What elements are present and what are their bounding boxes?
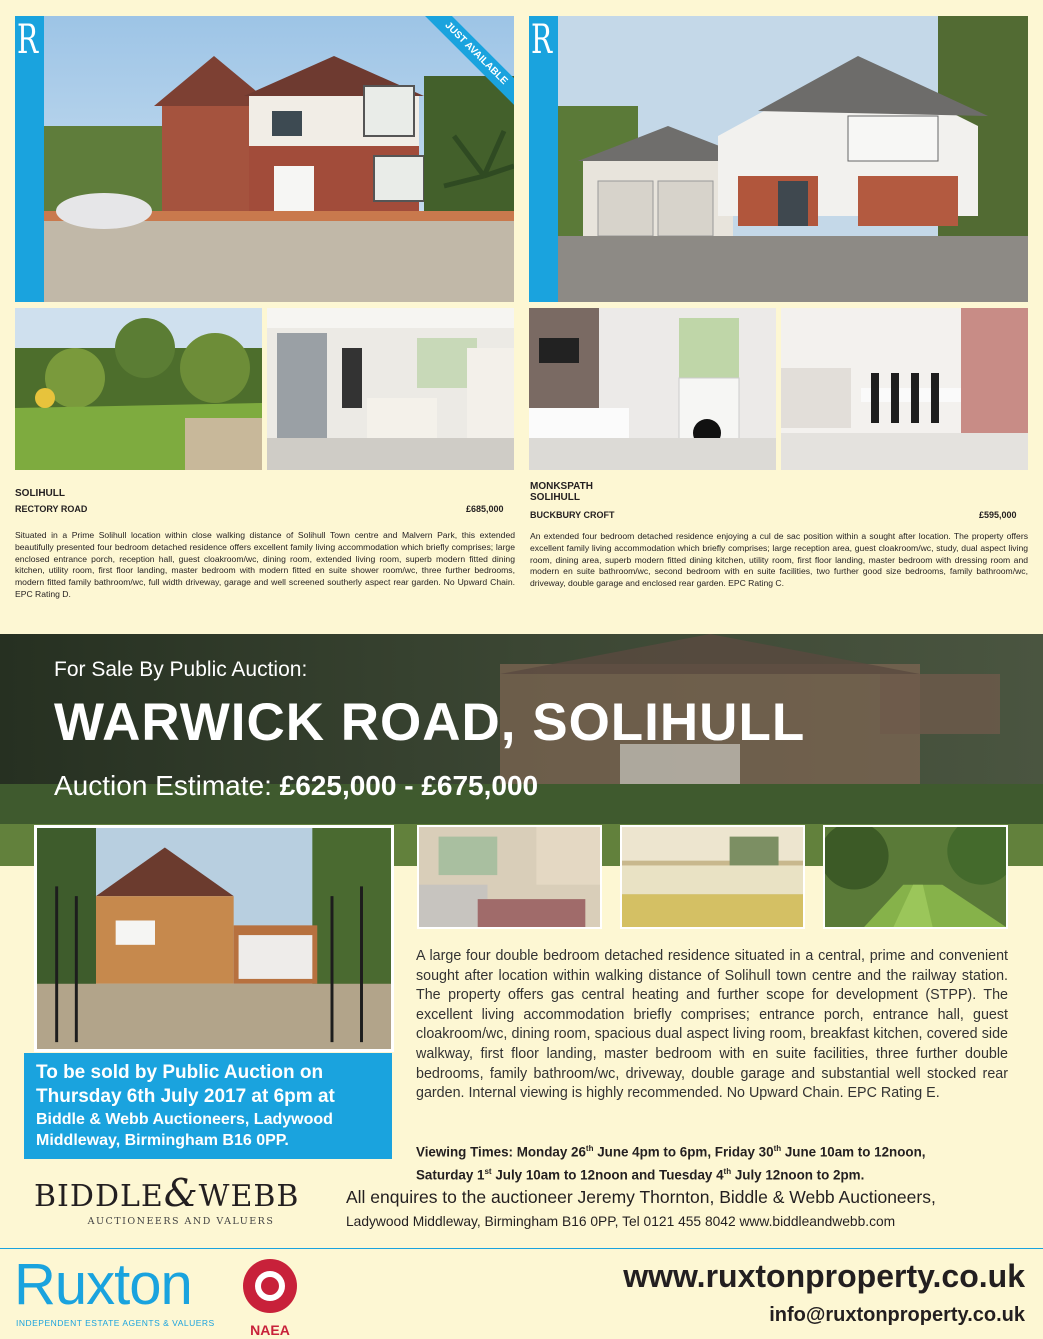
naea-label: NAEA (250, 1322, 290, 1338)
logo-webb: WEBB (198, 1179, 300, 1214)
listing2-street: BUCKBURY CROFT (530, 510, 615, 520)
badge-text: JUST AVAILABLE (413, 16, 514, 117)
listing1-description: Situated in a Prime Solihull location within close walking distance of Solihull Town centre and Malvern Park, this extended beautifully presented four bedroom detached residence offers excellent family living accommodation which briefly comprises; large enclosed entrance porch, reception hall, guest cloakroom/wc, dining room, extended living room, superb modern fitted dining kitchen, utility room, first floor landing, master bedroom with modern fitted en suite shower room/wc, three further bedrooms, modern fitted family bathroom/wc, full width driveway, garage and well screened southerly aspect rear garden. No Upward Chain. EPC Rating D. (15, 530, 515, 599)
listing2-town: SOLIHULL (530, 492, 580, 503)
logo-ampersand: & (163, 1171, 199, 1215)
auction-box-line1: To be sold by Public Auction on (36, 1062, 324, 1083)
ruxton-brand-logo: Ruxton (14, 1252, 192, 1317)
auction-box-line3: Biddle & Webb Auctioneers, Ladywood (36, 1111, 333, 1128)
ruxton-r-logo: R (17, 17, 39, 63)
warwick-road-lounge-photo (417, 825, 602, 929)
ruxton-r-logo: R (531, 17, 553, 63)
garden-photo-rectory-road (15, 308, 262, 470)
viewing-line1 (416, 1139, 1016, 1162)
auction-date-box (24, 1053, 392, 1159)
auction-box-line2: Thursday 6th July 2017 at 6pm at (36, 1086, 335, 1107)
viewing-sup: st (484, 1167, 492, 1177)
viewing-part: June 4pm to 6pm, Friday 30 (593, 1144, 774, 1160)
ruxton-brand-subtitle: INDEPENDENT ESTATE AGENTS & VALUERS (16, 1318, 215, 1328)
house-photo-buckbury-croft (558, 16, 1028, 302)
house-photo-rectory-road (44, 16, 514, 302)
ruxton-r-bar-1 (15, 16, 44, 302)
naea-seal-icon (240, 1257, 300, 1315)
biddle-webb-name (34, 1171, 328, 1215)
email-link[interactable]: info@ruxtonproperty.co.uk (769, 1304, 1025, 1326)
warwick-road-garden-photo (823, 825, 1008, 929)
footer-divider (0, 1248, 1043, 1249)
just-available-badge (404, 16, 514, 126)
viewing-sup: th (585, 1144, 594, 1153)
warwick-road-front-photo (34, 825, 394, 1052)
kitchen-photo-rectory-road (267, 308, 514, 470)
biddle-webb-logo (34, 1171, 328, 1232)
listing1-price: £685,000 (466, 504, 504, 514)
estimate-label: Auction Estimate: (54, 770, 272, 801)
living-room-photo-buckbury-croft (529, 308, 776, 470)
estimate-value: £625,000 - £675,000 (279, 770, 539, 801)
listing1-town: SOLIHULL (15, 488, 65, 499)
ruxton-r-bar-2 (529, 16, 558, 302)
enquiry-line1: All enquires to the auctioneer Jeremy Thornton, Biddle & Webb Auctioneers, (346, 1187, 936, 1207)
viewing-times (416, 1139, 1016, 1186)
listing2-price: £595,000 (979, 510, 1017, 520)
viewing-part: July 12noon to 2pm. (731, 1167, 865, 1183)
listing1-street: RECTORY ROAD (15, 504, 88, 514)
dining-photo-buckbury-croft (781, 308, 1028, 470)
logo-biddle: BIDDLE (34, 1179, 164, 1214)
viewing-sup: th (723, 1167, 732, 1177)
viewing-part: July 10am to 12noon and Tuesday 4 (491, 1167, 724, 1183)
biddle-webb-subtitle: AUCTIONEERS AND VALUERS (87, 1216, 275, 1227)
viewing-part: Saturday 1 (416, 1167, 485, 1183)
auction-pretitle: For Sale By Public Auction: (54, 658, 308, 681)
enquiry-line2: Ladywood Middleway, Birmingham B16 0PP, Tel 0121 455 8042 www.biddleandwebb.com (346, 1214, 896, 1229)
listing2-description: An extended four bedroom detached residence enjoying a cul de sac position within a sought after location. The property offers excellent family living accommodation which briefly comprises; large reception area, guest cloakroom/wc, study, dual aspect living room, dining area, superb modern fitted dining kitchen, utility room, first floor landing, master bedroom with dressing room and modern en suite bathroom/wc, second bedroom with en suite facilities, two further good size bedrooms, family bathroom/wc, driveway, double garage and enclosed rear garden. EPC Rating C. (530, 531, 1028, 589)
viewing-part: Viewing Times: Monday 26 (416, 1144, 586, 1160)
listing2-area: MONKSPATH (530, 481, 593, 492)
website-link[interactable]: www.ruxtonproperty.co.uk (623, 1258, 1025, 1294)
auction-description: A large four double bedroom detached residence situated in a central, prime and convenient sought after location within walking distance of Solihull town centre and the railway station. The property offers gas central heating and further scope for development (STPP). The excellent living accommodation briefly comprises; entrance porch, entrance hall, guest cloakroom/wc, dining room, spacious dual aspect living room, breakfast kitchen, covered side walkway, first floor landing, master bedroom with en suite facilities, three further double bedrooms, family bathroom/wc, driveway, double garage and substantial well stocked rear garden. Internal viewing is highly recommended. No Upward Chain. EPC Rating E. (416, 948, 1008, 1102)
viewing-part: June 10am to 12noon, (781, 1144, 926, 1160)
viewing-line2 (416, 1162, 1016, 1185)
auction-title: WARWICK ROAD, SOLIHULL (54, 693, 806, 752)
viewing-sup: th (773, 1144, 782, 1153)
auction-estimate (54, 770, 538, 802)
warwick-road-kitchen-photo (620, 825, 805, 929)
auction-box-line4: Middleway, Birmingham B16 0PP. (36, 1132, 289, 1149)
naea-badge (240, 1257, 300, 1338)
